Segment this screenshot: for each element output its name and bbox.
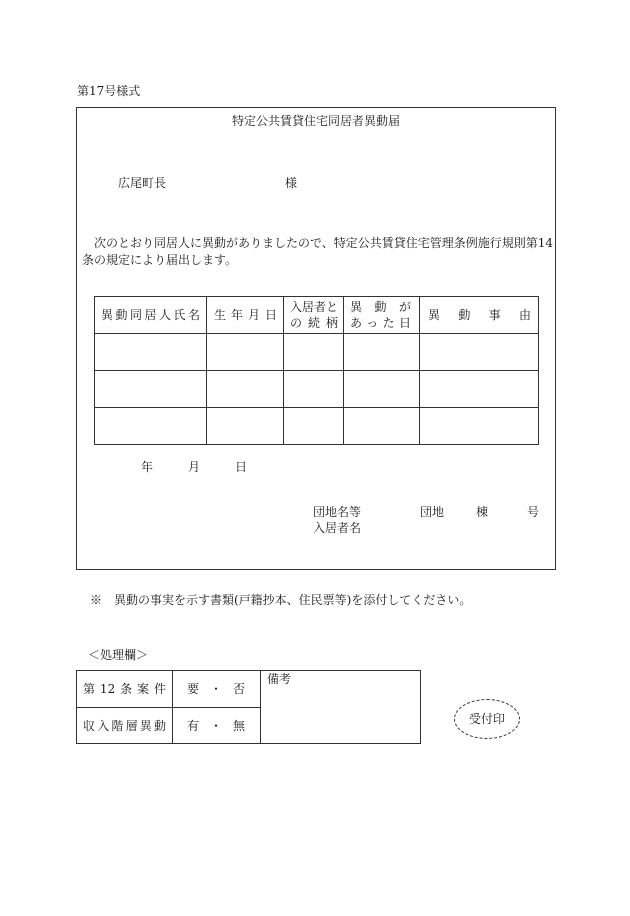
article12-value: 要・否 xyxy=(187,682,245,696)
change-table xyxy=(94,296,539,445)
attachment-note: ※ 異動の事実を示す書類(戸籍抄本、住民票等)を添付してください。 xyxy=(90,593,472,607)
table-cell xyxy=(420,371,539,408)
table-cell xyxy=(95,408,207,445)
processing-row-article12 xyxy=(77,671,421,708)
header-change-date-line-2: あった日 xyxy=(350,316,411,330)
income-change-value: 有・無 xyxy=(187,718,245,733)
table-cell xyxy=(207,334,284,371)
table-cell xyxy=(207,408,284,445)
statement-line-1: 次のとおり同居人に異動がありましたので、特定公共賃貸住宅管理条例施行規則第14 xyxy=(82,236,554,250)
date-day-label: 日 xyxy=(235,460,248,474)
table-cell xyxy=(95,334,207,371)
estate-name-label: 団地名等 xyxy=(313,505,362,519)
table-cell xyxy=(420,408,539,445)
header-cell-reason xyxy=(420,297,539,334)
table-row xyxy=(95,371,539,408)
income-change-label: 収入階層異動 xyxy=(83,718,166,733)
form-number: 第17号様式 xyxy=(77,84,141,98)
table-cell xyxy=(344,371,420,408)
processing-table xyxy=(76,670,421,744)
form-title: 特定公共賃貸住宅同居者異動届 xyxy=(231,114,400,128)
remarks-label: 備考 xyxy=(267,672,292,686)
room-number-unit-label: 号 xyxy=(527,505,540,519)
date-month-label: 月 xyxy=(188,460,201,474)
resident-name-label: 入居者名 xyxy=(313,521,362,535)
table-cell xyxy=(284,334,344,371)
table-cell xyxy=(344,334,420,371)
reception-stamp-label: 受付印 xyxy=(468,712,505,726)
header-birth-label: 生年月日 xyxy=(214,308,277,322)
article12-label-cell xyxy=(77,671,173,708)
table-row xyxy=(95,334,539,371)
estate-unit-label: 団地 xyxy=(420,505,445,519)
header-relation-line-1: 入居者と xyxy=(290,300,339,314)
processing-heading: ＜処理欄＞ xyxy=(88,648,149,662)
building-unit-label: 棟 xyxy=(476,505,489,519)
addressee-honorific: 様 xyxy=(285,176,298,190)
remarks-cell xyxy=(261,671,421,744)
header-change-date-line-1: 異動が xyxy=(350,300,411,314)
header-reason-label: 異動事由 xyxy=(428,308,531,322)
header-relation-line-2: の続柄 xyxy=(290,316,338,330)
header-cell-birth xyxy=(207,297,284,334)
header-name-label: 異動同居人氏名 xyxy=(101,308,200,322)
table-cell xyxy=(95,371,207,408)
statement-line-2: 条の規定により届出します。 xyxy=(82,253,238,267)
article12-label: 第12条案件 xyxy=(83,682,166,696)
table-header-row xyxy=(95,297,539,334)
header-cell-relation xyxy=(284,297,344,334)
table-cell xyxy=(344,408,420,445)
income-value-cell xyxy=(173,708,261,744)
article12-value-cell xyxy=(173,671,261,708)
income-label-cell xyxy=(77,708,173,744)
table-cell xyxy=(284,371,344,408)
table-cell xyxy=(207,371,284,408)
date-year-label: 年 xyxy=(141,460,154,474)
table-row xyxy=(95,408,539,445)
table-cell xyxy=(420,334,539,371)
reception-stamp-area xyxy=(454,699,520,739)
header-cell-name xyxy=(95,297,207,334)
header-cell-change-date xyxy=(344,297,420,334)
addressee-name: 広尾町長 xyxy=(118,176,167,190)
notification-form-box xyxy=(76,107,556,570)
table-cell xyxy=(284,408,344,445)
